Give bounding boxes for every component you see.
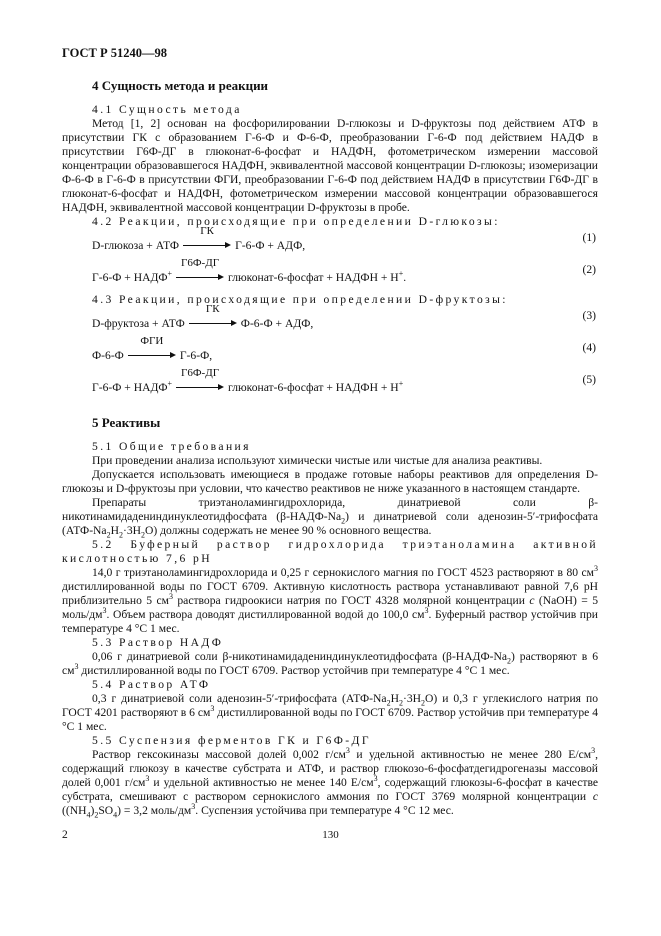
reaction-arrow — [176, 367, 224, 391]
equation-4 — [62, 335, 598, 371]
equation-1 — [62, 225, 598, 261]
paragraph: При проведении анализа используют химически чистые или чистые для анализа реактивы. — [92, 454, 543, 467]
equation-rhs: Г-6-Ф, — [179, 349, 213, 362]
subsection-5-4-title: 5.4 Раствор АТФ — [92, 678, 211, 691]
equation-lhs: D-глюкоза + АТФ — [92, 239, 180, 252]
standard-code: ГОСТ Р 51240—98 — [62, 46, 168, 60]
subsection-4-1-title: 4.1 Сущность метода — [92, 103, 242, 116]
section-4-heading: 4 Сущность метода и реакции — [92, 78, 269, 93]
reaction-arrow — [183, 225, 231, 249]
equation-number: (3) — [582, 309, 596, 322]
equation-lhs: Г-6-Ф + НАДФ — [92, 381, 168, 394]
subsection-5-2-title: 5.2 Буферный раствор гидрохлорида триэтаноламина активной кислотностью 7,6 pH — [62, 538, 598, 565]
subsection-5-1-title: 5.1 Общие требования — [92, 440, 251, 453]
reaction-arrow — [176, 257, 224, 281]
paragraph: 0,06 г динатриевой соли β-никотинамидадениндинуклеотидфосфата $(\beta-НАДФ-Na_2)$ растворяют в 6 $см^3$ дистиллированной воды по ГОСТ 6709. Раствор устойчив при температуре 4 °С 1 мес. — [62, 650, 598, 677]
catalyst-label: Г6Ф-ДГ — [181, 257, 220, 269]
equation-lhs: D-фруктоза + АТФ — [92, 317, 185, 330]
equation-rhs: глюконат-6-фосфат + НАДФН + Н — [228, 271, 399, 284]
equation-number: (5) — [582, 373, 596, 386]
reaction-arrow — [128, 335, 176, 359]
equation-2: Г-6-Ф + НАДФ+ Г6Ф-ДГ глюконат-6-фосфат + НАДФН + Н+. (2) — [92, 257, 596, 284]
catalyst-label: ГК — [200, 225, 214, 237]
catalyst-label: ФГИ — [140, 335, 164, 347]
page-number: 2 — [62, 829, 68, 841]
catalyst-label: Г6Ф-ДГ — [181, 367, 220, 379]
paragraph: 0,3 г динатриевой соли аденозин-5′-трифосфата $(АТФ-Na_2H_2\cdot 3Н_2О)$ и 0,3 г углекислого натрия по ГОСТ 4201 растворяют в 6 $см^3$ дистиллированной воды по ГОСТ 6709. Раствор устойчив при температуре 4 °С 1 мес. — [62, 692, 598, 733]
paragraph: Допускается использовать имеющиеся в продаже готовые наборы реактивов для определения D-глюкозы и D-фруктозы при условии, что качество реактивов не ниже указанного в настоящем стандарте. — [62, 468, 598, 495]
paragraph: Раствор гексокиназы массовой долей 0,002 $г/см^3$ и удельной активностью не менее 280 $Е/см^3$, содержащий глюкозу в качестве субстрата и АТФ, и раствор глюкозо-6-фосфатдегидрогеназы массовой долей 0,001 $г/см^3$ и удельной активностью не менее 140 $Е/см^3$, содержащий глюкозы-6-фосфат в качестве субстрата, смешивают с раствором сернокислого аммония по ГОСТ 3769 молярной концентрации c $((NH_4)_2SO_4) = 3,2$ моль/$дм^3$. Суспензия устойчива при температуре 4 °С 12 мес. — [62, 746, 598, 820]
subsection-4-2-title: 4.2 Реакции, происходящие при определении D-глюкозы: — [92, 215, 500, 228]
equation-rhs: Ф-6-Ф + АДФ, — [240, 317, 314, 330]
subsection-5-3-title: 5.3 Раствор НАДФ — [92, 636, 224, 649]
subsection-4-1-text: Метод [1, 2] основан на фосфорилировании D-глюкозы и D-фруктозы под действием АТФ в присутствии ГК с образованием Г-6-Ф и Ф-6-Ф, преобразовании Г-6-Ф под действием НАДФ в присутствии Г6Ф-ДГ в глюконат-6-фосфат и НАДФН, фотометрическом измерении массовой концентрации образовавшегося НАДФН, эквивалентной массовой концентрации D-глюкозы; изомеризации Ф-6-Ф в Г-6-Ф в присутствии ФГИ, преобразовании Г-6-Ф под действием НАДФ в присутствии Г6Ф-ДГ в глюконат-6-фосфат и НАДФН, фотометрическом измерении массовой концентрации образовавшегося НАДФН, эквивалентной массовой концентрации D-фруктозы в пробе. — [62, 117, 598, 214]
folio-number: 130 — [322, 829, 339, 841]
equation-number: (4) — [582, 341, 596, 354]
equation-number: (1) — [582, 231, 596, 244]
equation-rhs: глюконат-6-фосфат + НАДФН + Н — [228, 381, 399, 394]
reaction-arrow — [189, 303, 237, 327]
content — [62, 78, 598, 818]
equation-number: (2) — [582, 263, 596, 276]
catalyst-label: ГК — [205, 303, 220, 315]
equation-5: Г-6-Ф + НАДФ+ Г6Ф-ДГ глюконат-6-фосфат + НАДФН + Н+ (5) — [92, 367, 596, 394]
equation-lhs: Ф-6-Ф — [92, 349, 124, 362]
section-5-heading: 5 Реактивы — [92, 415, 161, 430]
paragraph: 14,0 г триэтаноламингидрохлорида и 0,25 г сернокислого магния по ГОСТ 4523 растворяют в 80 $см^3$ дистиллированной воды по ГОСТ 6709. Активную кислотность раствора устанавливают равной 7,6 pH приблизительно 5 $см^3$ раствора гидроокиси натрия по ГОСТ 4328 молярной концентрации c (NaOH) = 5 моль/$дм^3$. Объем раствора доводят дистиллированной водой до 100,0 $см^3$. Буферный раствор устойчив при температуре 4 °С 1 мес. — [62, 564, 598, 635]
subsection-5-5-title: 5.5 Суспензия ферментов ГК и Г6Ф-ДГ — [92, 734, 371, 747]
subsection-4-3-title: 4.3 Реакции, происходящие при определении D-фруктозы: — [92, 293, 508, 306]
equation-lhs: Г-6-Ф + НАДФ — [92, 271, 168, 284]
equation-rhs: Г-6-Ф + АДФ, — [235, 239, 306, 252]
paragraph: Препараты триэтаноламингидрохлорида, динатриевой соли β-никотинамидадениндинуклеотидфосфата $(\beta-НАДФ-Na_2)$ и динатриевой соли аденозин-5′-трифосфата $(АТФ-Na_2H_2\cdot 3Н_2О)$ должны содержать не менее 90 % основного вещества. — [62, 496, 598, 540]
